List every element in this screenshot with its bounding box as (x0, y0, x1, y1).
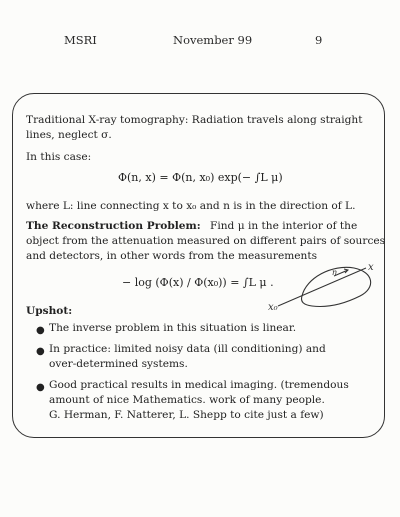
object-ray-sketch (262, 258, 382, 322)
label-x0: x₀ (268, 302, 278, 313)
problem-line-3: and detectors, in other words from the measurements (26, 250, 318, 262)
bullet-1-line-1: The inverse problem in this situation is linear. (49, 322, 297, 334)
intro-line-1: Traditional X-ray tomography: Radiation travels along straight (26, 114, 363, 126)
measurement-formula: − log (Φ(x) / Φ(x₀)) = ∫L μ . (122, 276, 274, 289)
intro-line-2: lines, neglect σ. (26, 129, 112, 141)
label-n: n (332, 268, 338, 277)
header-date: November 99 (173, 33, 253, 47)
problem-line-2: object from the attenuation measured on different pairs of sources (26, 235, 386, 247)
label-x: x (368, 262, 374, 273)
bullet-dot: ● (36, 325, 45, 336)
bullet-dot: ● (36, 382, 45, 393)
page-number: 9 (315, 33, 323, 47)
problem-heading: The Reconstruction Problem: (26, 220, 201, 232)
bullet-2-line-1: In practice: limited noisy data (ill conditioning) and (49, 343, 326, 355)
bullet-3-line-1: Good practical results in medical imaging. (tremendous (49, 379, 349, 391)
where-line: where L: line connecting x to x₀ and n is in the direction of L. (26, 200, 356, 212)
problem-line-1-rest: Find μ in the interior of the (210, 220, 358, 232)
bullet-3-line-2: amount of nice Mathematics. work of many people. (49, 394, 325, 406)
in-this-case-text: In this case: (26, 151, 92, 163)
bullet-3-line-3: G. Herman, F. Natterer, L. Shepp to cite just a few) (49, 409, 324, 421)
header-venue: MSRI (64, 33, 97, 47)
upshot-heading: Upshot: (26, 305, 73, 317)
transmission-formula: Φ(n, x) = Φ(n, x₀) exp(− ∫L μ) (118, 171, 283, 184)
bullet-2-line-2: over-determined systems. (49, 358, 188, 370)
bullet-dot: ● (36, 346, 45, 357)
